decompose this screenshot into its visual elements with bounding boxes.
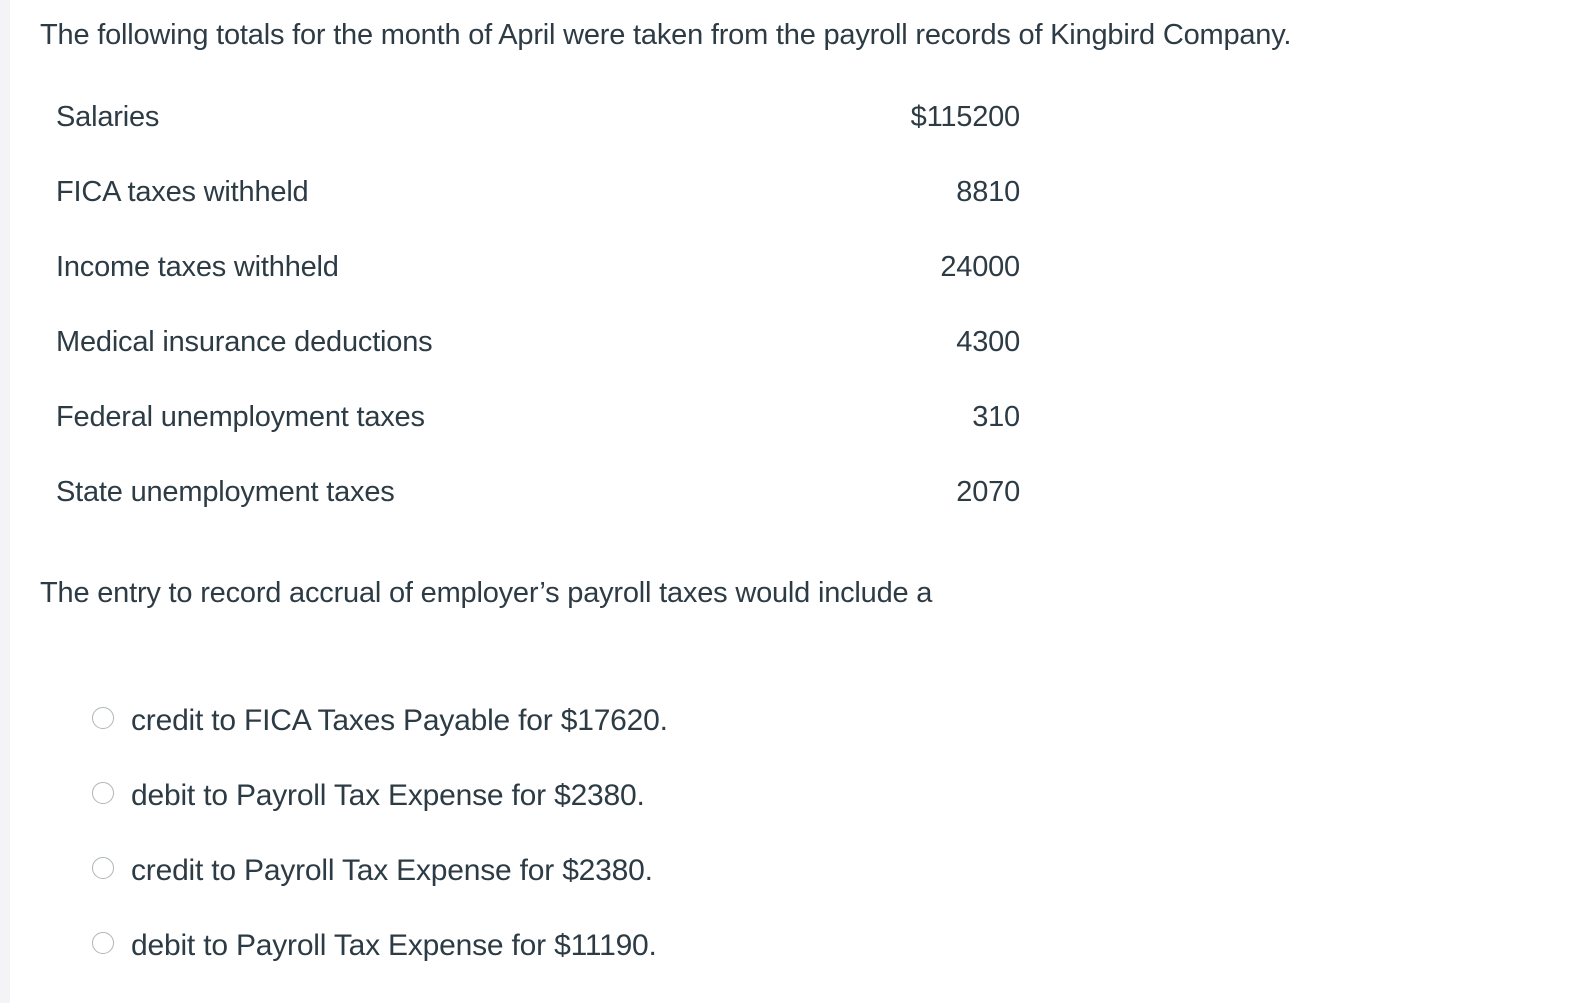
radio-button[interactable] [92, 932, 114, 954]
radio-button[interactable] [92, 707, 114, 729]
intro-text: The following totals for the month of April were taken from the payroll records of Kingbird Company. [40, 19, 1292, 51]
table-row [56, 79, 1020, 154]
row-amount-medical-insurance: 4300 [956, 325, 1020, 358]
row-amount-fica-taxes: 8810 [956, 175, 1020, 208]
question-panel [10, 0, 1592, 1003]
table-row [56, 229, 1020, 304]
answer-option-4[interactable] [90, 908, 668, 983]
row-label-salaries: Salaries [56, 100, 160, 133]
answer-option-label[interactable]: debit to Payroll Tax Expense for $2380. [131, 778, 645, 812]
payroll-totals-table [56, 79, 1020, 529]
answer-options [90, 683, 668, 983]
radio-button[interactable] [92, 857, 114, 879]
table-row [56, 379, 1020, 454]
row-label-fica-taxes: FICA taxes withheld [56, 175, 309, 208]
answer-option-2[interactable] [90, 758, 668, 833]
table-row [56, 154, 1020, 229]
row-amount-salaries: $115200 [910, 100, 1020, 133]
answer-option-label[interactable]: credit to FICA Taxes Payable for $17620. [131, 703, 668, 737]
question-text: The entry to record accrual of employer’s payroll taxes would include a [40, 577, 933, 609]
table-row [56, 304, 1020, 379]
row-amount-income-taxes: 24000 [940, 250, 1020, 283]
answer-option-label[interactable]: credit to Payroll Tax Expense for $2380. [131, 853, 653, 887]
answer-option-label[interactable]: debit to Payroll Tax Expense for $11190. [131, 928, 657, 962]
row-label-state-unemployment: State unemployment taxes [56, 475, 395, 508]
row-label-medical-insurance: Medical insurance deductions [56, 325, 433, 358]
radio-button[interactable] [92, 782, 114, 804]
row-label-income-taxes: Income taxes withheld [56, 250, 339, 283]
answer-option-1[interactable] [90, 683, 668, 758]
row-label-federal-unemployment: Federal unemployment taxes [56, 400, 425, 433]
row-amount-federal-unemployment: 310 [972, 400, 1020, 433]
table-row [56, 454, 1020, 529]
row-amount-state-unemployment: 2070 [956, 475, 1020, 508]
answer-option-3[interactable] [90, 833, 668, 908]
